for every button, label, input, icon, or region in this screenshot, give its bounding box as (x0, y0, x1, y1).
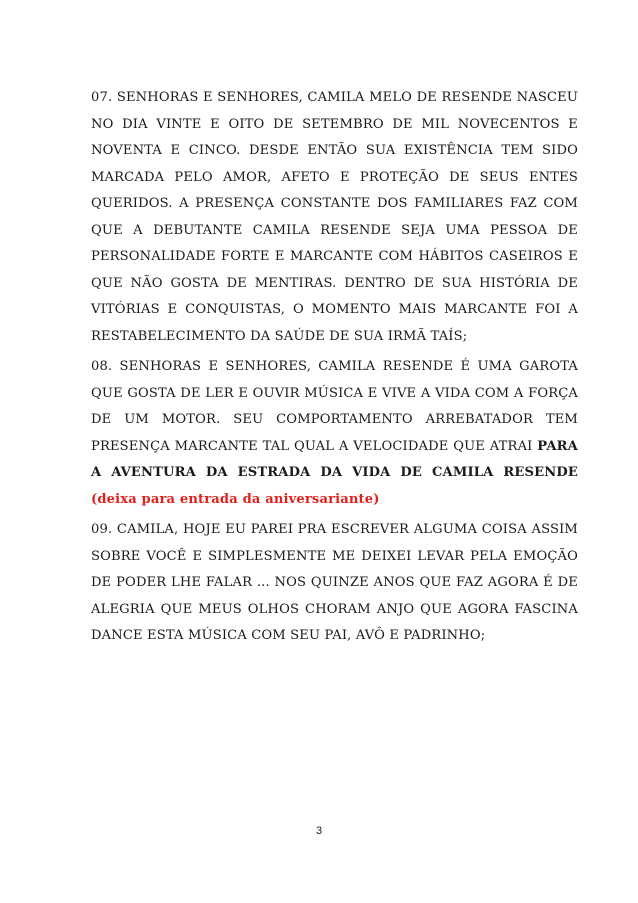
paragraph-08-text: 08. SENHORAS E SENHORES, CAMILA RESENDE É UMA GAROTA QUE GOSTA DE LER E OUVIR MÚSICA E VIVE A VIDA COM A FORÇA DE UM MOTOR. SEU COMPORTAMENTO ARREBATADOR TEM PRESENÇA MARCANTE TAL QUAL A VELOCIDADE QUE ATRAI (91, 359, 578, 454)
page-number: 3 (315, 825, 323, 837)
paragraph-08-bold-text: PARA A AVENTURA DA ESTRADA DA VIDA DE CAMILA RESENDE (91, 438, 578, 480)
paragraph-08-cue-text: (deixa para entrada da aniversariante) (91, 491, 380, 507)
paragraph-07 (91, 85, 578, 350)
paragraph-08 (91, 354, 578, 513)
document-body (91, 85, 578, 654)
paragraph-07-text: 07. SENHORAS E SENHORES, CAMILA MELO DE RESENDE NASCEU NO DIA VINTE E OITO DE SETEMBRO DE MIL NOVECENTOS E NOVENTA E CINCO. DESDE ENTÃO SUA EXISTÊNCIA TEM SIDO MARCADA PELO AMOR, AFETO E PROTEÇÃO DE SEUS ENTES QUERIDOS. A PRESENÇA CONSTANTE DOS FAMILIARES FAZ COM QUE A DEBUTANTE CAMILA RESENDE SEJA UMA PESSOA DE PERSONALIDADE FORTE E MARCANTE COM HÁBITOS CASEIROS E QUE NÃO GOSTA DE MENTIRAS. DENTRO DE SUA HISTÓRIA DE VITÓRIAS E CONQUISTAS, O MOMENTO MAIS MARCANTE FOI A RESTABELECIMENTO DA SAÚDE DE SUA IRMÃ TAÍS; (91, 90, 578, 344)
paragraph-09-text: 09. CAMILA, HOJE EU PAREI PRA ESCREVER ALGUMA COISA ASSIM SOBRE VOCÊ E SIMPLESMENTE ME DEIXEI LEVAR PELA EMOÇÃO DE PODER LHE FALAR ... NOS QUINZE ANOS QUE FAZ AGORA É DE ALEGRIA QUE MEUS OLHOS CHORAM ANJO QUE AGORA FASCINA DANCE ESTA MÚSICA COM SEU PAI, AVÔ E PADRINHO; (91, 522, 578, 643)
paragraph-09 (91, 517, 578, 650)
